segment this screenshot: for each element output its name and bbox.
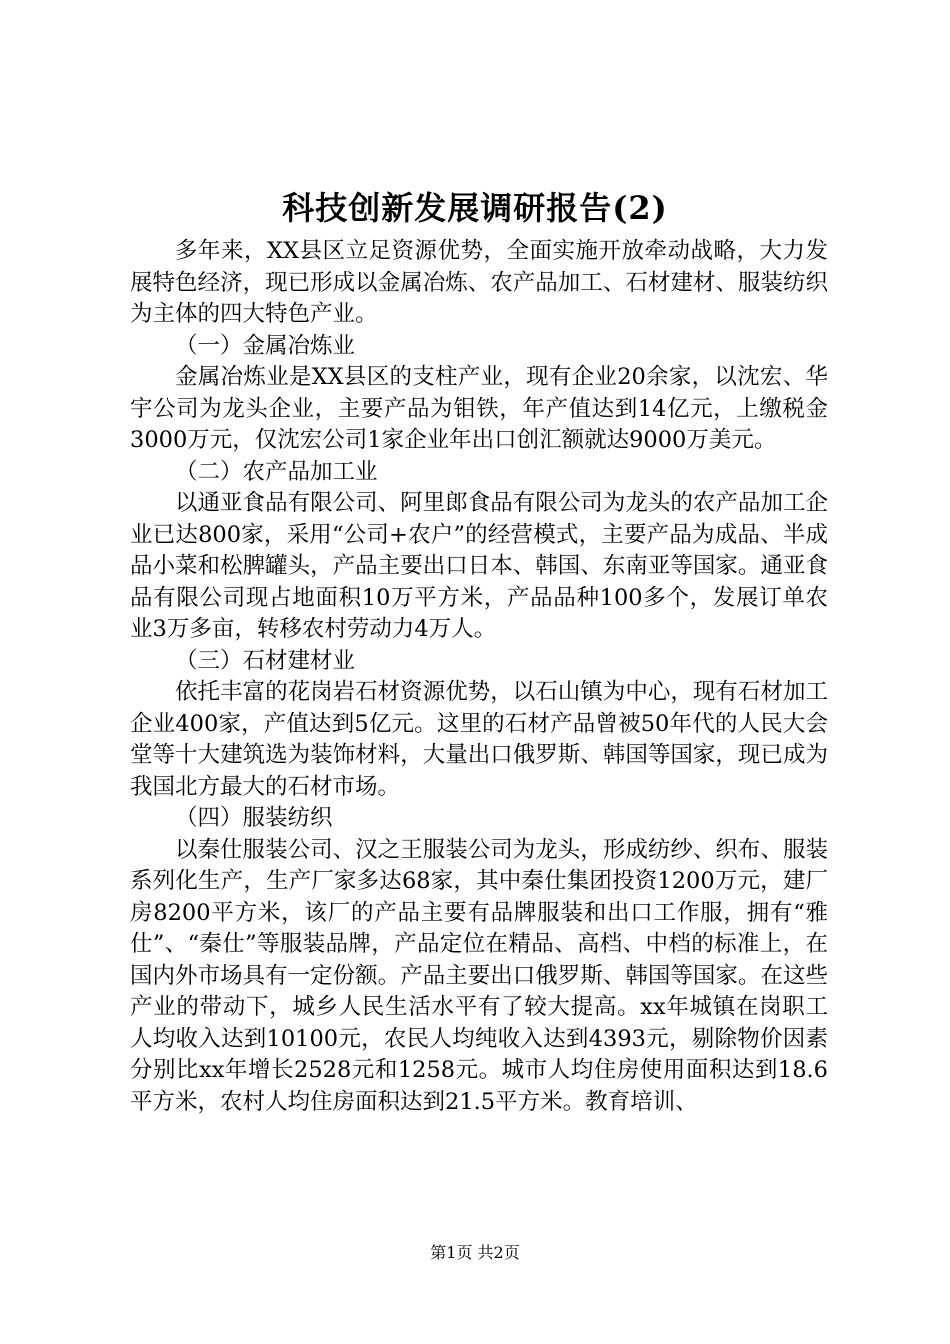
document-title: 科技创新发展调研报告(2) — [282, 189, 668, 227]
section-heading-agriculture: （二）农产品加工业 — [175, 458, 378, 485]
section-heading-metallurgy: （一）金属冶炼业 — [175, 332, 356, 359]
page-footer: 第1页 共2页 — [430, 1243, 520, 1262]
paragraph-stone: 依托丰富的花岗岩石材资源优势，以石山镇为中心，现有石材加工企业400家，产值达到5亿元。这里的石材产品曾被50年代的人民大会堂等十大建筑选为装饰材料，大量出口俄罗斯、韩国等国家，现已成为我国北方最大的石材市场。 — [130, 679, 828, 800]
section-heading-stone: （三）石材建材业 — [175, 647, 356, 674]
section-heading-textile: （四）服装纺织 — [175, 805, 333, 831]
paragraph-intro: 多年来，XX县区立足资源优势，全面实施开放牵动战略，大力发展特色经济，现已形成以金属冶炼、农产品加工、石材建材、服装纺织为主体的四大特色产业。 — [130, 238, 828, 327]
paragraph-agriculture: 以通亚食品有限公司、阿里郎食品有限公司为龙头的农产品加工企业已达800家，采用“公司+农户”的经营模式，主要产品为成品、半成品小菜和松脾罐头，产品主要出口日本、韩国、东南亚等国家。通亚食品有限公司现占地面积10万平方米，产品品种100多个，发展订单农业3万多亩，转移农村劳动力4万人。 — [130, 490, 828, 642]
paragraph-metallurgy: 金属冶炼业是XX县区的支柱产业，现有企业20余家，以沈宏、华宇公司为龙头企业，主要产品为钼铁，年产值达到14亿元，上缴税金3000万元，仅沈宏公司1家企业年出口创汇额就达9000万美元。 — [130, 364, 828, 453]
paragraph-textile: 以秦仕服装公司、汉之王服装公司为龙头，形成纺纱、织布、服装系列化生产，生产厂家多达68家，其中秦仕集团投资1200万元，建厂房8200平方米，该厂的产品主要有品牌服装和出口工作服，拥有“雅仕”、“秦仕”等服装品牌，产品定位在精品、高档、中档的标准上，在国内外市场具有一定份额。产品主要出口俄罗斯、韩国等国家。在这些产业的带动下，城乡人民生活水平有了较大提高。xx年城镇在岗职工人均收入达到10100元，农民人均纯收入达到4393元，剔除物价因素分别比xx年增长2528元和1258元。城市人均住房使用面积达到18.6平方米，农村人均住房面积达到21.5平方米。教育培训、 — [130, 836, 828, 1115]
document-body — [130, 236, 828, 1118]
